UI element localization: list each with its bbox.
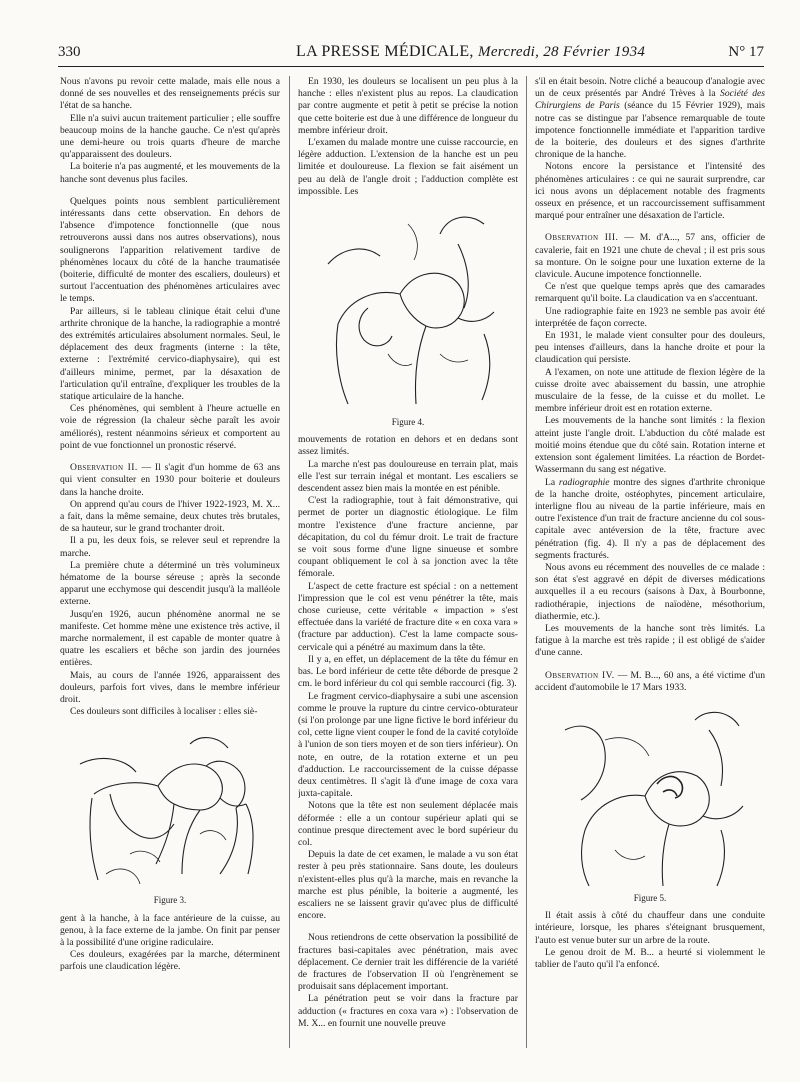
paragraph: Mais, au cours de l'année 1926, apparaissent des douleurs, parfois fort vives, dans le membre inférieur droit. <box>60 669 280 705</box>
paragraph: Nous retiendrons de cette observation la possibilité de fractures basi-capitales avec pénétration, mais avec déplacement. Ce dernier trait les différencie de la variété de fractures de l'observation II où l'engrènement se produisait sans déplacement important. <box>298 932 518 993</box>
paragraph: La première chute a déterminé un très volumineux hématome de la bourse séreuse ; après la seconde apparut une ecchymose qui descendit jusqu'à la malléole externe. <box>60 559 280 608</box>
paragraph <box>535 76 765 161</box>
paragraph: Le genou droit de M. B... a heurté si violemment le tablier de l'auto qu'il l'a enfoncé. <box>535 946 765 970</box>
observation-2 <box>60 462 280 499</box>
paragraph: Il a pu, les deux fois, se relever seul et reprendre la marche. <box>60 535 280 559</box>
text-run: (séance du 15 Février 1929), mais notre cas se distingue par l'absence remarquable de toute impotence fonctionnelle immédiate et l'apparition tardive de la boiterie, des douleurs et des signes d'arthrite chronique de la hanche. <box>535 100 765 161</box>
paragraph: Quelques points nous semblent particulièrement intéressants dans cette observation. En dehors de l'absence d'impotence fonctionnelle (que nous retrouverons aussi dans nos autres observations), nous soulignerons l'apparition relativement tardive de phénomènes locaux du côté de la hanche traumatisée (boiterie, difficulté de monter des escaliers, douleurs) et surtout l'accentuation des phénomènes articulaires avec le temps. <box>60 195 280 305</box>
figure-5-caption: Figure 5. <box>633 892 667 903</box>
paragraph: mouvements de rotation en dehors et en dedans sont assez limités. <box>298 434 518 458</box>
paragraph: C'est la radiographie, tout à fait démonstrative, qui permet de porter un diagnostic étiologique. Le film montre l'existence d'une fracture ancienne, par décapitation, du col du fémur droit. Le trait de fracture se voit sous forme d'une ligne sinueuse et sombre coupant obliquement le col à sa jonction avec la tête fémorale. <box>298 495 518 580</box>
journal-title <box>296 43 645 61</box>
paragraph: En 1930, les douleurs se localisent un peu plus à la hanche : elles n'existent plus au repos. La claudication par contre augmente et petit à petit se précise la notion que cette boiterie est due à une différence de longueur du membre inférieur droit. <box>298 76 518 136</box>
paragraph: En 1931, le malade vient consulter pour des douleurs, peu intenses d'ailleurs, dans la hanche droite et pour la claudication qui persiste. <box>535 330 765 366</box>
paragraph: La pénétration peut se voir dans la fracture par adduction (« fractures en coxa vara ») : l'observation de M. X... en fournit une nouvelle preuve <box>298 993 518 1029</box>
paragraph: Ces douleurs, exagérées par la marche, déterminent parfois une claudication légère. <box>60 949 280 973</box>
paragraph: On apprend qu'au cours de l'hiver 1922-1923, M. X... a fait, dans la même semaine, deux chutes très brutales, de sa hauteur, sur le grand trochanter droit. <box>60 498 280 535</box>
page-header <box>58 44 764 67</box>
column-left <box>60 76 280 1050</box>
text-run: s'il en était besoin. Notre cliché a beaucoup d'analogie avec un de ceux présentés par André Trèves à la <box>535 76 765 100</box>
observation-3 <box>535 232 765 281</box>
paragraph: Notons encore la persistance et l'intensité des phénomènes articulaires : ce qui ne saurait surprendre, car ici nous avons un déplacement notable des fragments osseux en présence, et un raccourcissement suffisamment marqué pour entraîner une désaxation de l'article. <box>535 161 765 222</box>
issue-number: N° 17 <box>728 44 764 60</box>
paragraph: La marche n'est pas douloureuse en terrain plat, mais elle l'est sur terrain inégal et montant. Les escaliers se descendent assez bien mais la montée en est pénible. <box>298 458 518 495</box>
column-rule <box>526 76 527 1048</box>
figure-5-drawing <box>545 700 755 890</box>
paragraph: A l'examen, on note une attitude de flexion légère de la cuisse droite avec abaissement du bassin, une atrophie musculaire de la fesse, de la cuisse et du mollet. Le membre inférieur droit est en rotation externe. <box>535 366 765 415</box>
text-run: montre des signes d'arthrite chronique de la hanche droite, ostéophytes, pincement articulaire, interligne flou au niveau de la partie inférieure, mais en outre l'existence d'un trait de fracture ancienne du col sous-capitale avec antéversion de la tête, fracture avec pénétration (fig. 4). Il n'y a pas de déplacement des segments fracturés. <box>535 476 765 561</box>
paragraph: Ces phénomènes, qui semblent à l'heure actuelle en voie de régression (la chaleur sèche paraît les avoir améliorés), restent néanmoins sérieux et comportent au point de vue fonctionnel un pronostic réservé. <box>60 403 280 451</box>
paragraph: L'examen du malade montre une cuisse raccourcie, en légère adduction. L'extension de la hanche est un peu limitée et douloureuse. La flexion se fait aisément un peu au delà de l'angle droit ; l'adduction complète est impossible. Les <box>298 137 518 197</box>
paragraph: Notons que la tête est non seulement déplacée mais déformée : elle a un contour supérieur aplati qui se continue presque directement avec le bord supérieur du col. <box>298 800 518 848</box>
paragraph: Les mouvements de la hanche sont limités : la flexion atteint juste l'angle droit. L'abduction du côté malade est moitié moins étendue que du côté sain. Rotation interne et extension sont également limitées. La réaction de Bordet-Wassermann du sang est négative. <box>535 415 765 476</box>
figure-4-drawing <box>308 204 508 414</box>
paragraph: Depuis la date de cet examen, le malade a vu son état rester à peu près stationnaire. Sans doute, les douleurs n'existent-elles plus qu'à la marche, mais en revanche la marche est plus pénible, la boiterie a augmenté, les escaliers ne se laissent gravir qu'avec plus de difficulté encore. <box>298 849 518 922</box>
paragraph: La boiterie n'a pas augmenté, et les mouvements de la hanche sont devenus plus faciles. <box>60 161 280 185</box>
text-run: La <box>545 476 559 488</box>
paragraph: Ce n'est que quelque temps après que des camarades remarquent qu'il boite. La claudication va en s'accentuant. <box>535 281 765 305</box>
column-middle <box>298 76 518 1050</box>
issue-date: Mercredi, 28 Février 1934 <box>478 44 646 60</box>
observation-4 <box>535 670 765 694</box>
observation-text: — Il s'agit d'un homme de 63 ans qui vient consulter en 1930 pour boiterie et douleurs dans la hanche droite. <box>60 462 280 498</box>
observation-text: — M. d'A..., 57 ans, officier de cavalerie, fait en 1921 une chute de cheval ; il est pris sous sa monture. On le soigne pour une luxation externe de la clavicule. Aucune impotence fonctionnelle. <box>535 232 765 281</box>
emphasis: radiographie <box>558 476 610 488</box>
paragraph <box>535 477 765 562</box>
column-rule <box>289 76 290 1048</box>
figure-3-drawing <box>70 724 270 892</box>
column-right <box>535 76 765 1050</box>
figure-3 <box>60 724 280 906</box>
journal-name: LA PRESSE MÉDICALE, <box>296 43 474 60</box>
paragraph: Une radiographie faite en 1923 ne semble pas avoir été interprétée de façon correcte. <box>535 305 765 329</box>
paragraph: Nous n'avons pu revoir cette malade, mais elle nous a donné de ses nouvelles et des renseignements précis sur l'état de sa hanche. <box>60 76 280 112</box>
paragraph: Les mouvements de la hanche sont très limités. La fatigue à la marche est très rapide ; il est obligé de s'aider d'une canne. <box>535 622 765 659</box>
paragraph: Il était assis à côté du chauffeur dans une conduite intérieure, lorsque, les phares s'éteignant brusquement, l'auto est venue buter sur un arbre de la route. <box>535 910 765 946</box>
observation-label: Observation III. <box>545 232 619 244</box>
paragraph: Par ailleurs, si le tableau clinique était celui d'une arthrite chronique de la hanche, la radiographie a montré des extrémités articulaires absolument normales. Seul, le déplacement des deux fragments (interne : la tête, externe : l'extrémité cervico-diaphysaire), qui est d'ailleurs minime, permet, par la désaxation de l'articulation qu'il entraîne, d'expliquer les troubles de la statique articulaire de la hanche. <box>60 305 280 403</box>
society-name: Société des Chirurgiens de Paris <box>535 88 765 112</box>
paragraph: Nous avons eu récemment des nouvelles de ce malade : son état s'est aggravé en dépit de diverses médications auxquelles il a eu recours (saisons à Dax, à Bourbonne, radiothérapie, injections de naïodène, mésothorium, diathermie, etc.). <box>535 561 765 622</box>
observation-label: Observation IV. <box>545 669 615 681</box>
paragraph: Il y a, en effet, un déplacement de la tête du fémur en bas. Le bord inférieur de cette tête déborde de presque 2 cm. le bord inférieur du col qui semble raccourci (fig. 3). <box>298 653 518 690</box>
paragraph: Jusqu'en 1926, aucun phénomène anormal ne se manifeste. Cet homme mène une existence très active, il marche normalement, il est capable de monter quatre à quatre les escaliers et bêche son jardin des journées entières. <box>60 608 280 669</box>
paragraph: gent à la hanche, à la face antérieure de la cuisse, au genou, à la face externe de la jambe. On finit par penser à la possibilité d'une origine radiculaire. <box>60 912 280 948</box>
figure-5 <box>535 700 765 904</box>
paragraph: Elle n'a suivi aucun traitement particulier ; elle souffre beaucoup moins de la hanche gauche. Ce n'est qu'après une demi-heure ou trois quarts d'heure de marche qu'apparaissent des douleurs. <box>60 112 280 161</box>
figure-4-caption: Figure 4. <box>391 417 425 428</box>
paragraph: L'aspect de cette fracture est spécial : on a nettement l'impression que le col est venu pénétrer la tête, mais chose curieuse, cette véritable « impaction » s'est effectuée dans la variété de fracture dite « en coxa vara » (fracture par adduction). C'est la lame compacte sous-cervicale qui a pénétré au maximum dans la tête. <box>298 580 518 653</box>
figure-3-caption: Figure 3. <box>153 895 187 906</box>
observation-label: Observation II. <box>70 462 138 474</box>
page-number: 330 <box>58 44 81 60</box>
observation-text: — M. B..., 60 ans, a été victime d'un accident d'automobile le 17 Mars 1933. <box>535 669 765 693</box>
paragraph: Le fragment cervico-diaphysaire a subi une ascension comme le prouve la rupture du cintre cervico-obturateur (si l'on prolonge par une ligne fictive le bord inférieur du col, cette ligne vient couper le fond de la cavité cotyloïde à l'union de son tiers moyen et de son tiers inférieur). On note, en outre, de la rotation externe et un peu d'adduction. Le raccourcissement de la cuisse dépasse deux centimètres. Il s'agit là d'une image de coxa vara juxta-capitale. <box>298 690 518 800</box>
figure-4 <box>298 204 518 428</box>
paragraph: Ces douleurs sont difficiles à localiser : elles siè- <box>70 706 258 718</box>
